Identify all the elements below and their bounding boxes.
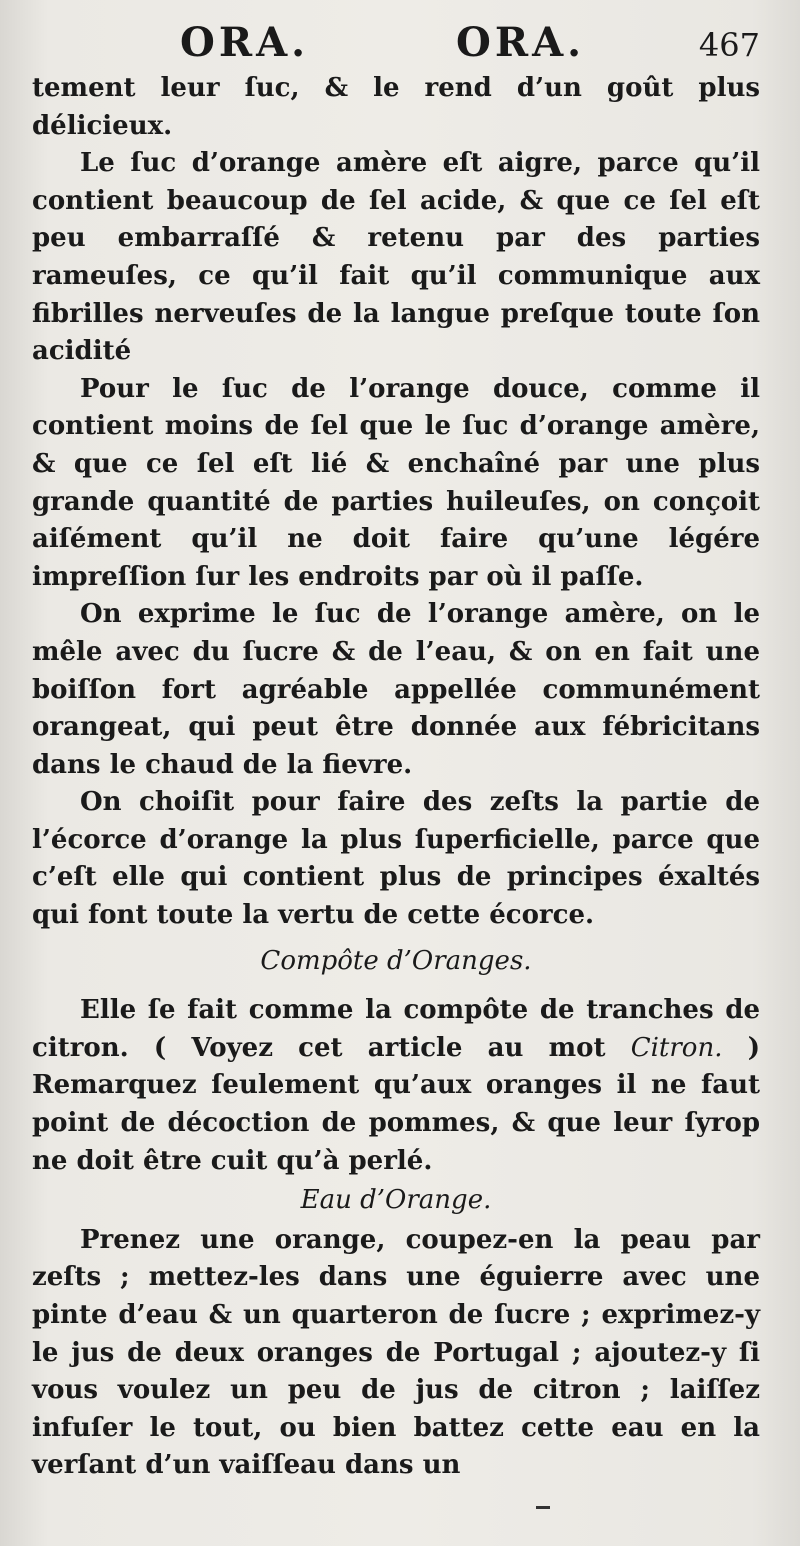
running-head-right: ORA.	[456, 19, 586, 66]
section-heading-compote: Compôte d’Oranges.	[260, 945, 532, 976]
running-head-left: ORA.	[180, 19, 310, 66]
page-header	[0, 18, 800, 68]
page-number: 467	[698, 26, 760, 64]
paragraph-sweet-orange-juice: Pour le ſuc de l’orange douce, comme il contient moins de ſel que le ſuc d’orange amère, & que ce ſel eſt lié & enchaîné par une plus grande quantité de parties huileuſes, on conçoit aiſément qu’il ne doit faire qu’une légére impreſſion ſur les endroits par où il paſſe.	[32, 373, 760, 592]
footer-dash-mark	[536, 1506, 550, 1509]
paragraph-zests: On choiſit pour faire des zeſts la partie de l’écorce d’orange la plus ſuperficielle, parce que c’eſt elle qui contient plus de principes éxaltés qui font toute la vertu de cette écorce.	[32, 787, 760, 931]
section-heading-eau: Eau d’Orange.	[300, 1185, 492, 1216]
paragraph-compote	[32, 992, 760, 1180]
compote-text-end: ) Remarquez ſeulement qu’aux oranges il ne faut point de décoction de pommes, & que leur ſyrop ne doit être cuit qu’à perlé.	[32, 1032, 760, 1176]
page-body	[32, 70, 760, 1485]
paragraph-orangeat: On exprime le ſuc de l’orange amère, on le mêle avec du ſucre & de l’eau, & on en fait une boiſſon fort agréable appellée communément orangeat, qui peut être donnée aux fébricitans dans le chaud de la fievre.	[32, 599, 760, 780]
paragraph-bitter-orange-juice: Le ſuc d’orange amère eſt aigre, parce qu’il contient beaucoup de ſel acide, & que ce ſel eſt peu embarraſſé & retenu par des parties rameuſes, ce qu’il fait qu’il communique aux fibrilles nerveuſes de la langue preſque toute ſon acidité	[32, 148, 760, 367]
citron-reference: Citron.	[630, 1032, 723, 1063]
paragraph-eau-orange: Prenez une orange, coupez-en la peau par zeſts ; mettez-les dans une éguierre avec une pinte d’eau & un quarteron de ſucre ; exprimez-y le jus de deux oranges de Portugal ; ajoutez-y ſi vous voulez un peu de jus de citron ; laiſſez infuſer le tout, ou bien battez cette eau en la verſant d’un vaiſſeau dans un	[32, 1224, 760, 1481]
paragraph-continuation: tement leur ſuc, & le rend d’un goût plus délicieux.	[32, 73, 760, 141]
compote-text-start: Elle ſe fait comme la compôte de tranches de citron. ( Voyez cet article au mot	[32, 995, 760, 1063]
